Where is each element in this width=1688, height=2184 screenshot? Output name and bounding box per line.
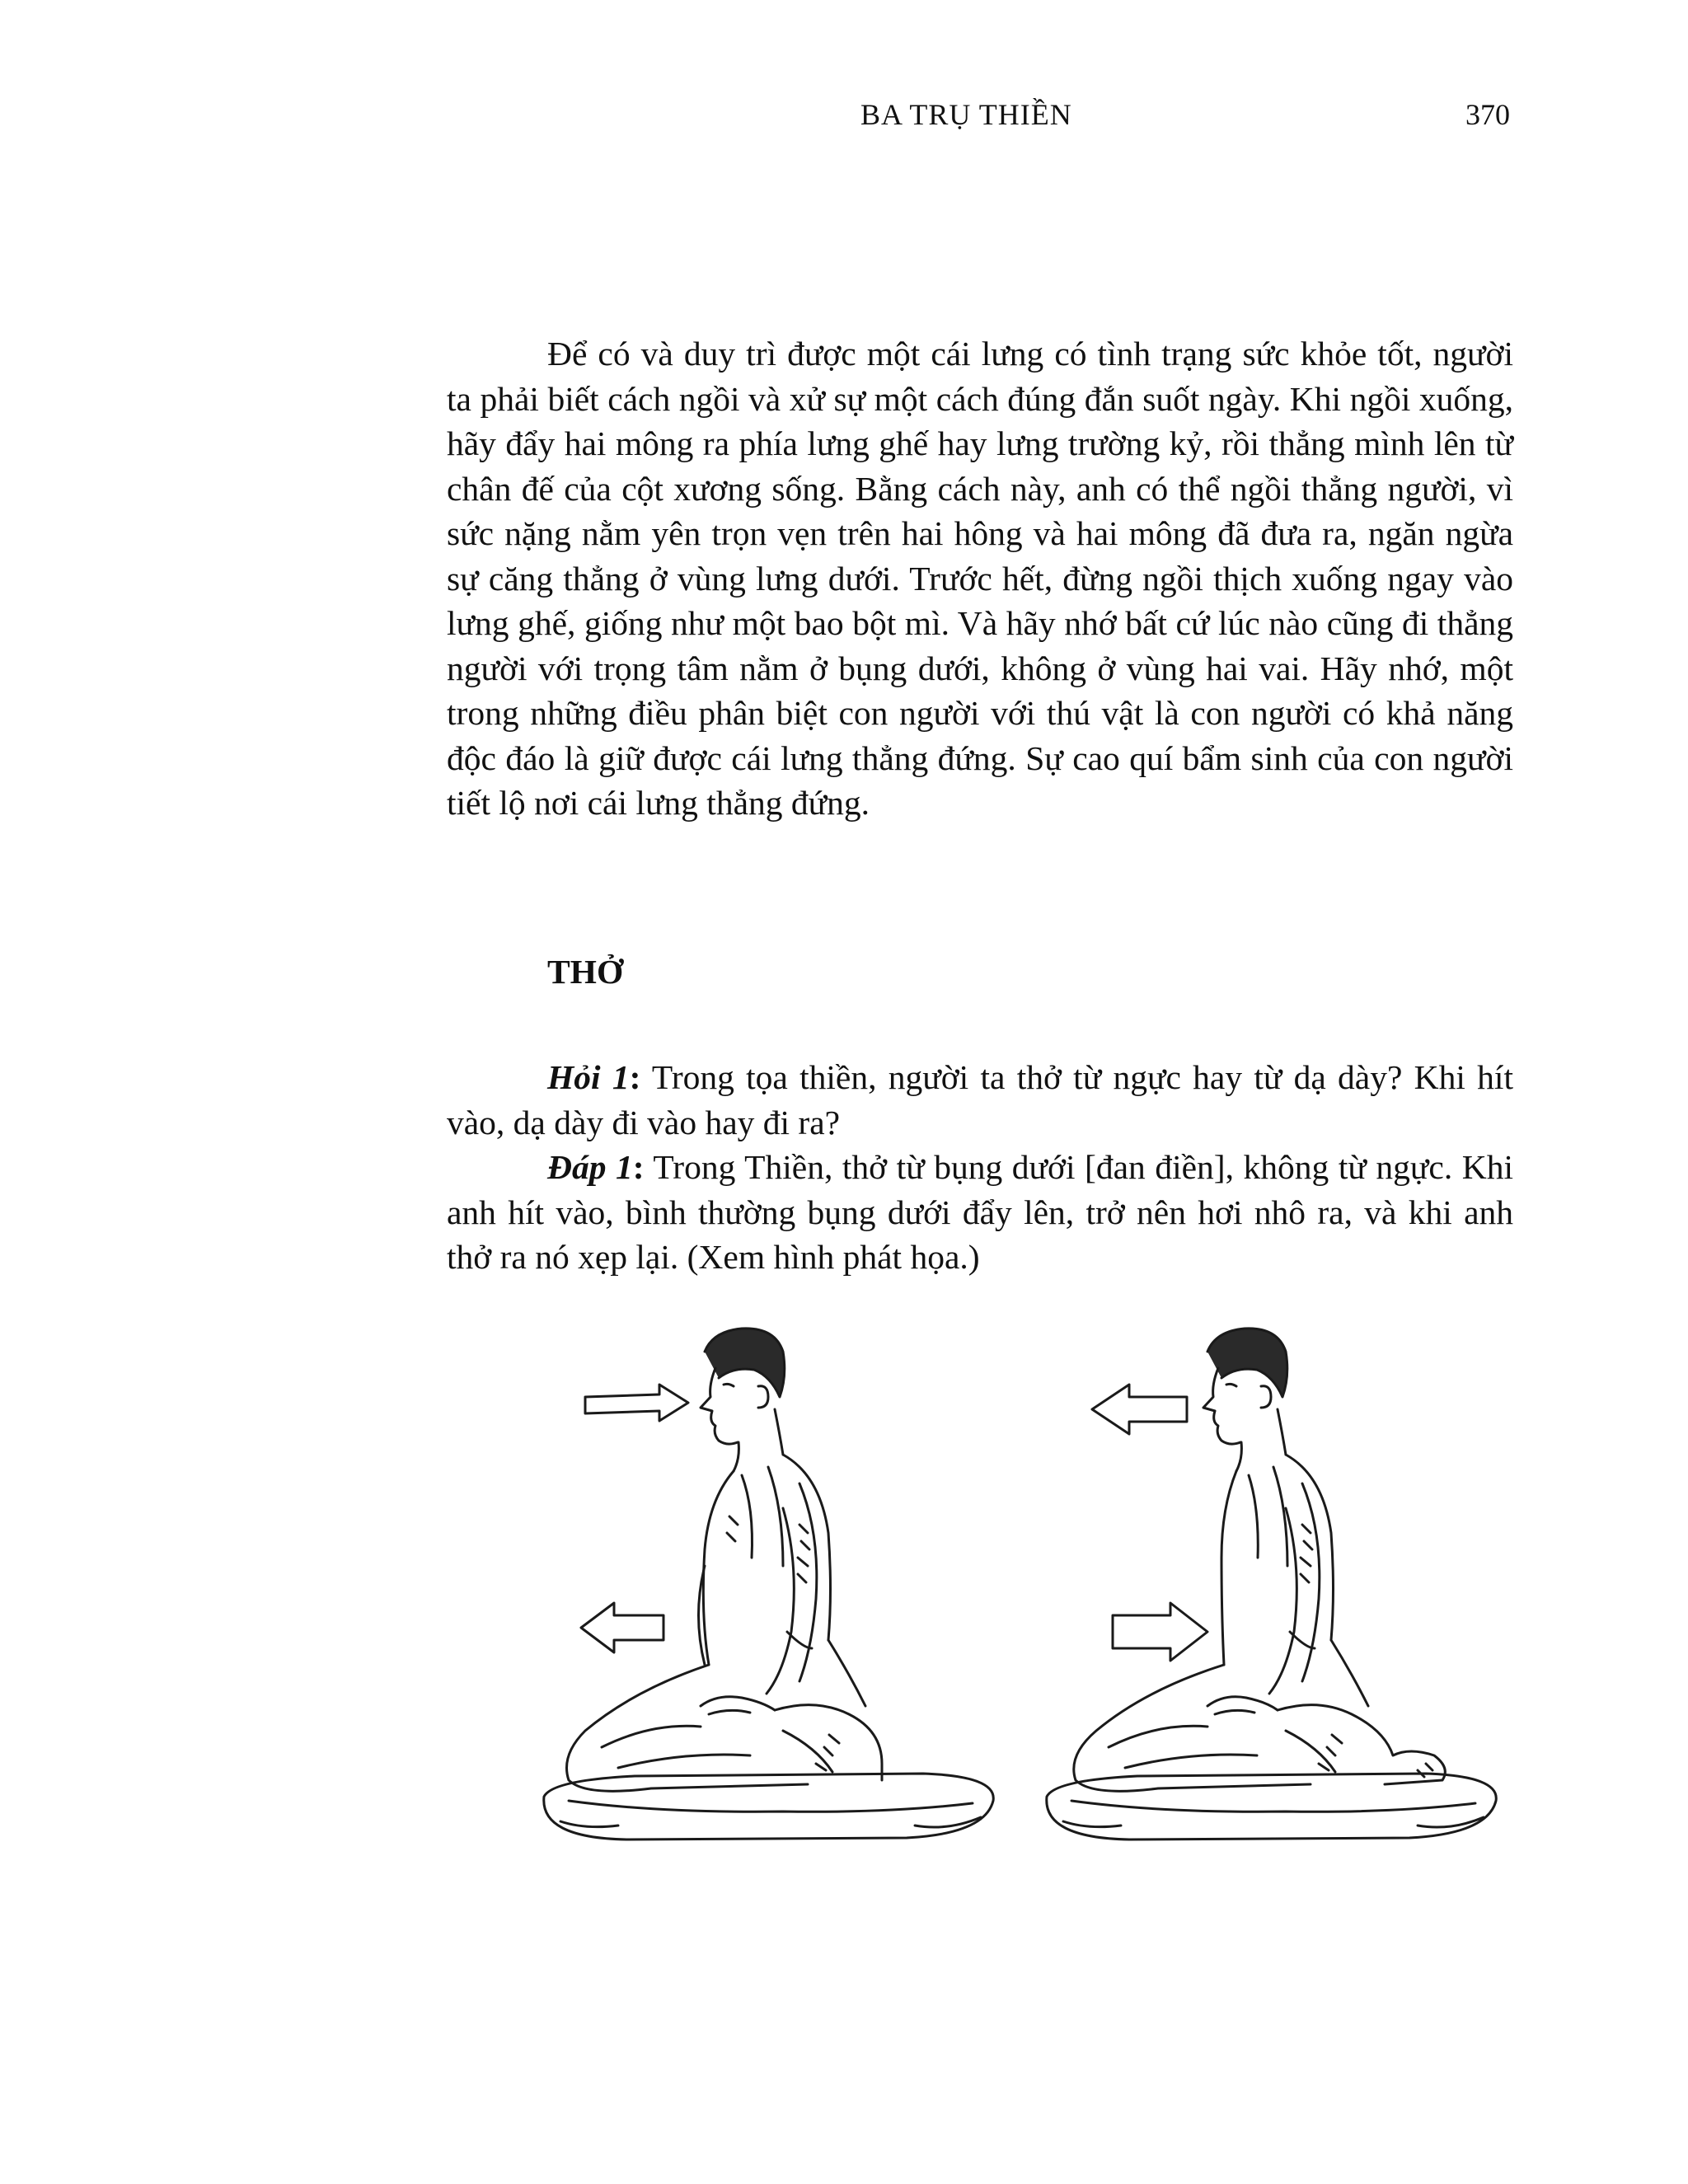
front-torso <box>1221 1471 1236 1665</box>
seated-figure-inhale-drawing <box>536 1319 1006 1854</box>
answer-paragraph <box>447 1145 1513 1280</box>
page-number: 370 <box>1465 98 1510 131</box>
running-header <box>0 97 1688 138</box>
qa-block <box>447 1055 1513 1280</box>
seated-figure-exhale-drawing <box>1039 1319 1508 1854</box>
thighs <box>567 1665 809 1791</box>
exhale-arrow <box>1092 1385 1187 1434</box>
question-paragraph <box>447 1055 1513 1145</box>
answer-label: Đáp 1 <box>547 1148 633 1186</box>
belly-in-arrow <box>1113 1603 1207 1661</box>
figure-exhale <box>1039 1319 1508 1854</box>
answer-colon: : <box>632 1148 645 1186</box>
section-heading: THỞ <box>547 953 624 991</box>
front-torso <box>703 1471 734 1665</box>
body-paragraph <box>447 331 1513 826</box>
breathing-illustration <box>536 1319 1508 1854</box>
question-label: Hỏi 1 <box>547 1058 630 1096</box>
inhale-arrow <box>585 1385 688 1421</box>
answer-text: Trong Thiền, thở từ bụng dưới [đan điền], không từ ngực. Khi anh hít vào, bình thường bụng dưới đẩy lên, trở nên hơi nhô ra, và khi anh thở ra nó xẹp lại. (Xem hình phát họa.) <box>447 1148 1513 1276</box>
question-colon: : <box>629 1058 641 1096</box>
paragraph-text: Để có và duy trì được một cái lưng có tình trạng sức khỏe tốt, người ta phải biết cách ngồi và xử sự một cách đúng đắn suốt ngày. Khi ngồi xuống, hãy đẩy hai mông ra phía lưng ghế hay lưng trường kỷ, rồi thẳng mình lên từ chân đế của cột xương sống. Bằng cách này, anh có thể ngồi thẳng người, vì sức nặng nằm yên trọn vẹn trên hai hông và hai mông đã đưa ra, ngăn ngừa sự căng thẳng ở vùng lưng dưới. Trước hết, đừng ngồi thịch xuống ngay vào lưng ghế, giống như một bao bột mì. Và hãy nhớ bất cứ lúc nào cũng đi thẳng người với trọng tâm nằm ở bụng dưới, không ở vùng hai vai. Hãy nhớ, một trong những điều phân biệt con người với thú vật là con người có khả năng độc đáo là giữ được cái lưng thẳng đứng. Sự cao quí bẩm sinh của con người tiết lộ nơi cái lưng thẳng đứng. <box>447 335 1513 822</box>
running-title: BA TRỤ THIỀN <box>860 98 1072 131</box>
question-text: Trong tọa thiền, người ta thở từ ngực hay từ dạ dày? Khi hít vào, dạ dày đi vào hay đi ra? <box>447 1058 1513 1141</box>
figure-inhale <box>536 1319 1006 1854</box>
belly-out-arrow <box>581 1603 663 1652</box>
